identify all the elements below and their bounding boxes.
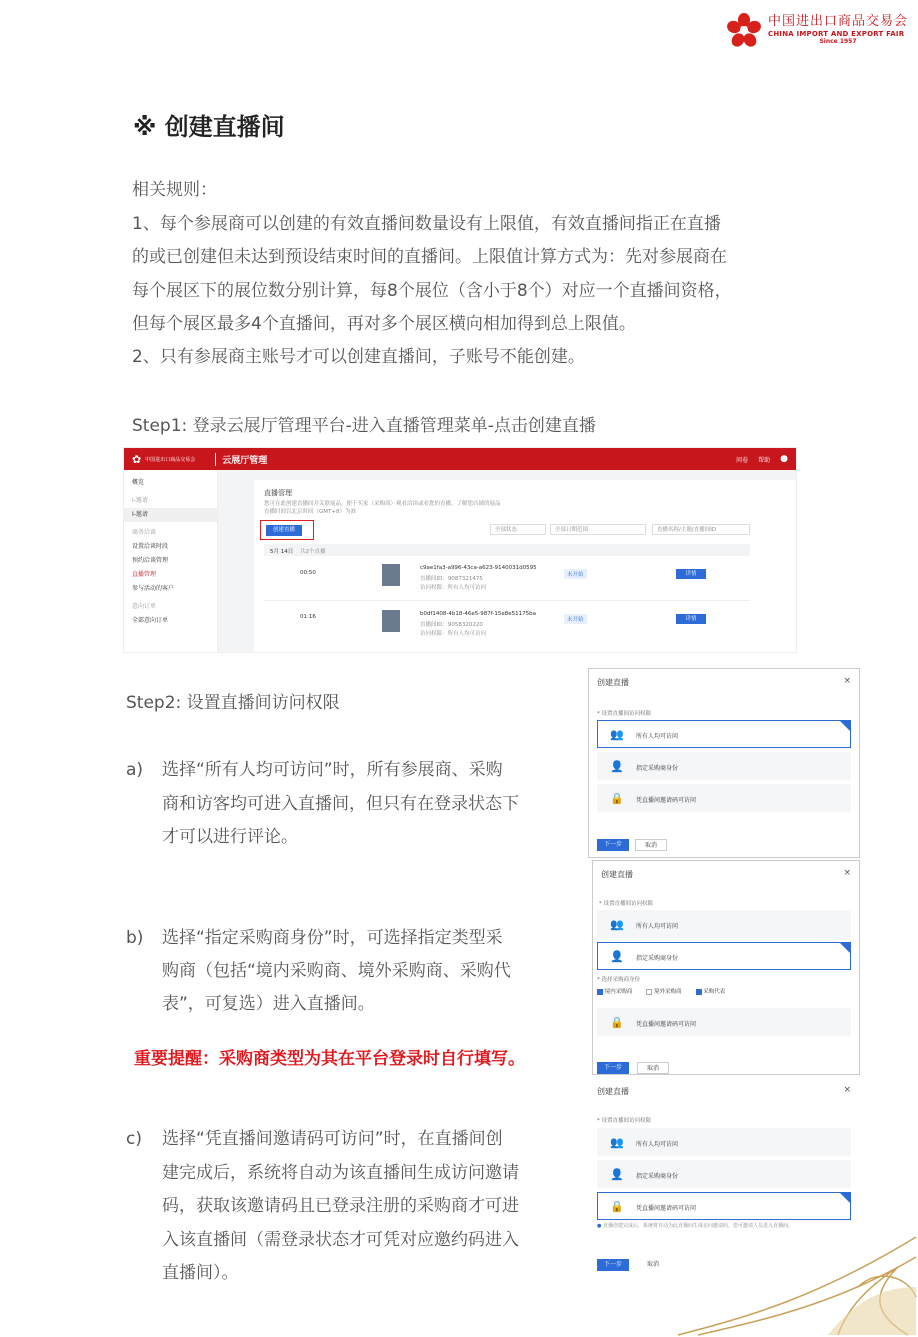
sidebar-item-customers[interactable]: 参与活动的客户	[132, 585, 175, 592]
section-heading: 直播管理	[264, 489, 292, 497]
row-sub2: 访问权限：所有人均可访问	[420, 631, 487, 637]
date-filter[interactable]: 全部日期范围	[550, 524, 646, 535]
step1-heading: Step1: 登录云展厅管理平台-进入直播管理菜单-点击创建直播	[132, 416, 596, 436]
option-buyer-identity[interactable]: 👤 指定采购商身份	[597, 942, 851, 970]
access-section-label: * 设置直播间访问权限	[599, 901, 653, 907]
buyer-types-label: * 选择采购商身份	[597, 977, 640, 983]
item-marker: a)	[126, 760, 144, 780]
option-all-access[interactable]: 👥 所有人均可访问	[597, 1128, 851, 1156]
flower-logo-icon: ✿	[132, 452, 142, 466]
sidebar-item-invite[interactable]: I-邀请	[124, 508, 217, 522]
cancel-button[interactable]: 取消	[637, 1062, 669, 1074]
step2-heading: Step2: 设置直播间访问权限	[126, 693, 340, 713]
option-invite-code[interactable]: 🔒 凭直播间邀请码可访问	[597, 1008, 851, 1036]
checkbox-domestic[interactable]: 境内采购商	[597, 987, 632, 995]
important-warning: 重要提醒：采购商类型为其在平台登录时自行填写。	[134, 1049, 525, 1069]
user-icon: 👤	[610, 1168, 624, 1181]
cancel-button[interactable]: 取消	[635, 839, 667, 851]
questionnaire-link[interactable]: 问卷	[736, 456, 749, 464]
dialog-title: 创建直播	[597, 678, 629, 687]
create-live-dialog	[588, 668, 860, 858]
item-a-line: 才可以进行评论。	[162, 827, 298, 847]
rules-line: 但每个展区最多4个直播间，再对多个展区横向相加得到总上限值。	[132, 314, 636, 334]
item-a-line: 商和访客均可进入直播间，但只有在登录状态下	[162, 794, 519, 814]
details-button[interactable]: 详情	[676, 569, 706, 579]
access-section-label: * 设置直播间访问权限	[597, 1118, 651, 1124]
lock-icon: 🔒	[610, 1200, 624, 1213]
dialog-title: 创建直播	[601, 870, 633, 879]
item-c-line: 建完成后，系统将自动为该直播间生成访问邀请	[162, 1163, 519, 1183]
logo-chinese-name: 中国进出口商品交易会	[768, 14, 909, 29]
row-sub: 直播间ID：9058320220	[420, 622, 483, 628]
info-icon: ●	[597, 1223, 602, 1229]
option-invite-code[interactable]: 🔒 凭直播间邀请码可访问	[597, 1192, 851, 1220]
lock-icon: 🔒	[610, 792, 624, 805]
item-b-line: 表”，可复选）进入直播间。	[162, 994, 375, 1014]
row-sub2: 访问权限：所有人均可访问	[420, 585, 487, 591]
option-buyer-identity[interactable]: 👤 指定采购商身份	[597, 752, 851, 780]
gold-ribbon-decoration	[668, 1227, 918, 1337]
search-input[interactable]: 直播名称/主题/直播间ID	[652, 524, 750, 535]
option-all-access[interactable]: 👥 所有人均可访问	[597, 910, 851, 938]
option-buyer-identity[interactable]: 👤 指定采购商身份	[597, 1160, 851, 1188]
access-section-label: * 设置直播间访问权限	[597, 711, 651, 717]
row-sub: 直播间ID：9087321475	[420, 576, 483, 582]
description: 直播时间以北京时间（GMT+8）为准	[264, 509, 356, 515]
next-button[interactable]: 下一步	[597, 839, 629, 851]
dialog-title: 创建直播	[597, 1087, 629, 1096]
sidebar-item-appointment[interactable]: 预约洽谈管理	[132, 557, 169, 564]
date-label: 5月 14日	[270, 549, 294, 555]
row-time: 00:50	[300, 570, 316, 576]
item-a-line: 选择“所有人均可访问”时，所有参展商、采购	[162, 760, 503, 780]
group-icon: 👥	[610, 728, 624, 741]
status-badge: 未开始	[564, 569, 587, 579]
count-label: 共2个直播	[300, 549, 326, 555]
close-icon[interactable]: ×	[843, 868, 851, 878]
cancel-button[interactable]: 取消	[646, 1261, 659, 1268]
description: 您可在此创建直播间并关联展品，便于买家（采购商）观看洽谈或看您的直播，了解您店铺的展品	[264, 501, 501, 507]
details-button[interactable]: 详情	[676, 614, 706, 624]
status-filter[interactable]: 全部状态	[490, 524, 546, 535]
page-title: ※ 创建直播间	[133, 113, 285, 141]
invite-code-note: ● 直播创建完成后，系统将自动为此直播间生成访问邀请码，您可邀请人员进入直播间。	[597, 1223, 793, 1229]
sidebar-item-live[interactable]: 直播管理	[132, 571, 157, 578]
live-management-screenshot	[123, 447, 797, 653]
close-icon[interactable]: ×	[843, 1085, 851, 1095]
checkbox-agent[interactable]: 采购代表	[696, 987, 726, 995]
item-c-line: 码，获取该邀请码且已登录注册的采购商才可进	[162, 1196, 519, 1216]
create-live-button[interactable]: 创建直播	[266, 525, 302, 536]
item-b-line: 选择“指定采购商身份”时，可选择指定类型采	[162, 928, 503, 948]
help-link[interactable]: 帮助	[758, 456, 771, 464]
user-icon[interactable]: ●	[780, 454, 788, 464]
item-marker: b)	[126, 928, 144, 948]
row-id: b0df1408-4b18-46e5-987f-15e8e51175ba	[420, 611, 536, 617]
row-id: c9ae1fa3-a996-43ca-a623-9140031d0595	[420, 565, 537, 571]
sidebar	[124, 470, 218, 652]
sidebar-group: I-邀请	[132, 497, 148, 504]
logo-chinese-name: 中国进出口商品交易会	[145, 456, 196, 463]
sidebar-item-overview[interactable]: 概览	[132, 479, 145, 486]
group-icon: 👥	[610, 918, 624, 931]
next-button[interactable]: 下一步	[597, 1259, 629, 1271]
live-cover-image	[382, 610, 400, 632]
close-icon[interactable]: ×	[843, 676, 851, 686]
live-cover-image	[382, 564, 400, 586]
item-c-line: 直播间）。	[162, 1263, 239, 1283]
sidebar-item-time[interactable]: 设置洽谈时段	[132, 543, 169, 550]
option-invite-code[interactable]: 🔒 凭直播间邀请码可访问	[597, 784, 851, 812]
rules-line: 每个展区下的展位数分别计算，每8个展位（含小于8个）对应一个直播间资格，	[132, 281, 732, 301]
canton-fair-logo	[726, 12, 908, 48]
rules-label: 相关规则：	[132, 180, 217, 200]
item-marker: c)	[126, 1129, 142, 1149]
user-icon: 👤	[610, 760, 624, 773]
rules-line: 的或已创建但未达到预设结束时间的直播间。上限值计算方式为：先对参展商在	[132, 247, 727, 267]
lock-icon: 🔒	[610, 1016, 624, 1029]
create-live-dialog	[592, 860, 860, 1075]
logo-since: Since 1957	[819, 38, 857, 45]
sidebar-item-orders[interactable]: 全部意向订单	[132, 617, 169, 624]
group-icon: 👥	[610, 1136, 624, 1149]
status-badge: 未开始	[564, 614, 587, 624]
rules-line: 2、只有参展商主账号才可以创建直播间，子账号不能创建。	[132, 347, 585, 367]
platform-name: 云展厅管理	[215, 453, 267, 466]
user-icon: 👤	[610, 950, 624, 963]
item-c-line: 选择“凭直播间邀请码可访问”时，在直播间创	[162, 1129, 503, 1149]
item-c-line: 入该直播间（需登录状态才可凭对应邀约码进入	[162, 1230, 519, 1250]
next-button[interactable]: 下一步	[597, 1062, 629, 1074]
row-time: 01:16	[300, 614, 316, 620]
checkbox-overseas[interactable]: 境外采购商	[646, 987, 681, 995]
flower-logo-icon	[726, 12, 762, 48]
logo-english-name: CHINA IMPORT AND EXPORT FAIR	[768, 30, 905, 38]
item-b-line: 购商（包括“境内采购商、境外采购商、采购代	[162, 961, 511, 981]
sidebar-group: 意向订单	[132, 603, 157, 610]
sidebar-group: 商务洽谈	[132, 529, 157, 536]
option-all-access[interactable]: 👥 所有人均可访问	[597, 720, 851, 748]
rules-line: 1、每个参展商可以创建的有效直播间数量设有上限值，有效直播间指正在直播	[132, 214, 721, 234]
